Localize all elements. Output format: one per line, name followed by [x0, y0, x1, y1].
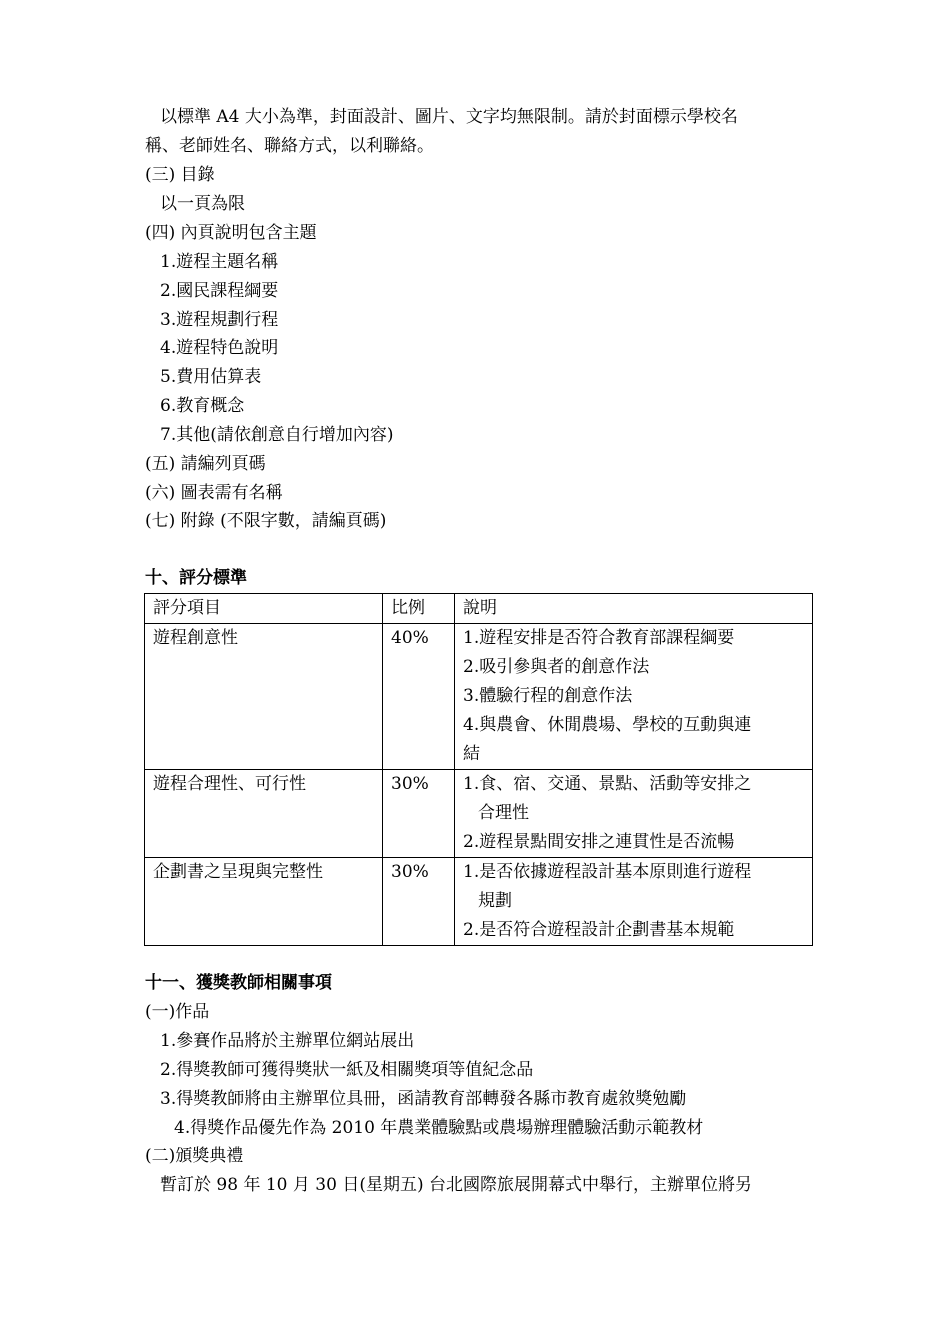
row-ratio: 30%	[383, 858, 455, 946]
description-line: 2.遊程景點間安排之連貫性是否流暢	[463, 832, 735, 852]
section-11-title: 十一、獲獎教師相關事項	[145, 973, 332, 993]
cover-paragraph-line-1: 以標準 A4 大小為準，封面設計、圖片、文字均無限制。請於封面標示學校名	[160, 107, 738, 127]
description-line: 合理性	[478, 803, 529, 823]
description-line: 2.吸引參與者的創意作法	[463, 657, 650, 677]
description-line: 規劃	[478, 891, 512, 911]
header-description: 說明	[455, 594, 813, 624]
toc-text: 以一頁為限	[160, 194, 245, 214]
works-item: 2.得獎教師可獲得獎狀一紙及相關獎項等值紀念品	[160, 1060, 534, 1080]
page-number-item: (五) 請編列頁碼	[145, 454, 266, 474]
description-line: 1.遊程安排是否符合教育部課程綱要	[463, 628, 735, 648]
inner-item: 3.遊程規劃行程	[160, 310, 279, 330]
works-item: 1.參賽作品將於主辦單位網站展出	[160, 1031, 415, 1051]
inner-item: 2.國民課程綱要	[160, 281, 279, 301]
description-line: 3.體驗行程的創意作法	[463, 686, 633, 706]
toc-heading: (三) 目錄	[145, 165, 215, 185]
table-row	[145, 858, 813, 946]
section-10-title: 十、評分標準	[145, 568, 247, 588]
inner-item: 4.遊程特色說明	[160, 338, 279, 358]
works-heading: (一)作品	[145, 1002, 210, 1022]
description-line: 4.與農會、休閒農場、學校的互動與連	[463, 715, 752, 735]
inner-pages-heading: (四) 內頁說明包含主題	[145, 223, 317, 243]
works-item: 4.得獎作品優先作為 2010 年農業體驗點或農場辦理體驗活動示範教材	[174, 1118, 704, 1138]
inner-item: 1.遊程主題名稱	[160, 252, 279, 272]
inner-item: 7.其他(請依創意自行增加內容)	[160, 425, 394, 445]
description-line: 結	[463, 744, 480, 764]
scoring-table	[144, 593, 813, 946]
description-line: 1.是否依據遊程設計基本原則進行遊程	[463, 862, 752, 882]
inner-item: 6.教育概念	[160, 396, 245, 416]
inner-item: 5.費用估算表	[160, 367, 262, 387]
row-ratio: 30%	[383, 770, 455, 858]
description-line: 1.食、宿、交通、景點、活動等安排之	[463, 774, 752, 794]
ceremony-text: 暫訂於 98 年 10 月 30 日(星期五) 台北國際旅展開幕式中舉行，主辦單位將另	[160, 1175, 752, 1195]
table-header-row	[145, 594, 813, 624]
chart-name-item: (六) 圖表需有名稱	[145, 483, 283, 503]
works-item: 3.得獎教師將由主辦單位具冊，函請教育部轉發各縣市教育處敘獎勉勵	[160, 1089, 687, 1109]
row-item: 遊程創意性	[145, 624, 383, 770]
header-ratio: 比例	[383, 594, 455, 624]
cover-paragraph-line-2: 稱、老師姓名、聯絡方式，以利聯絡。	[145, 136, 434, 156]
description-line: 2.是否符合遊程設計企劃書基本規範	[463, 920, 735, 940]
row-item: 遊程合理性、可行性	[145, 770, 383, 858]
appendix-item: (七) 附錄 (不限字數，請編頁碼)	[145, 511, 387, 531]
ceremony-heading: (二)頒獎典禮	[145, 1146, 244, 1166]
header-item: 評分項目	[145, 594, 383, 624]
table-row	[145, 624, 813, 770]
row-description	[455, 624, 813, 770]
row-ratio: 40%	[383, 624, 455, 770]
row-description	[455, 770, 813, 858]
row-description	[455, 858, 813, 946]
table-row	[145, 770, 813, 858]
row-item: 企劃書之呈現與完整性	[145, 858, 383, 946]
